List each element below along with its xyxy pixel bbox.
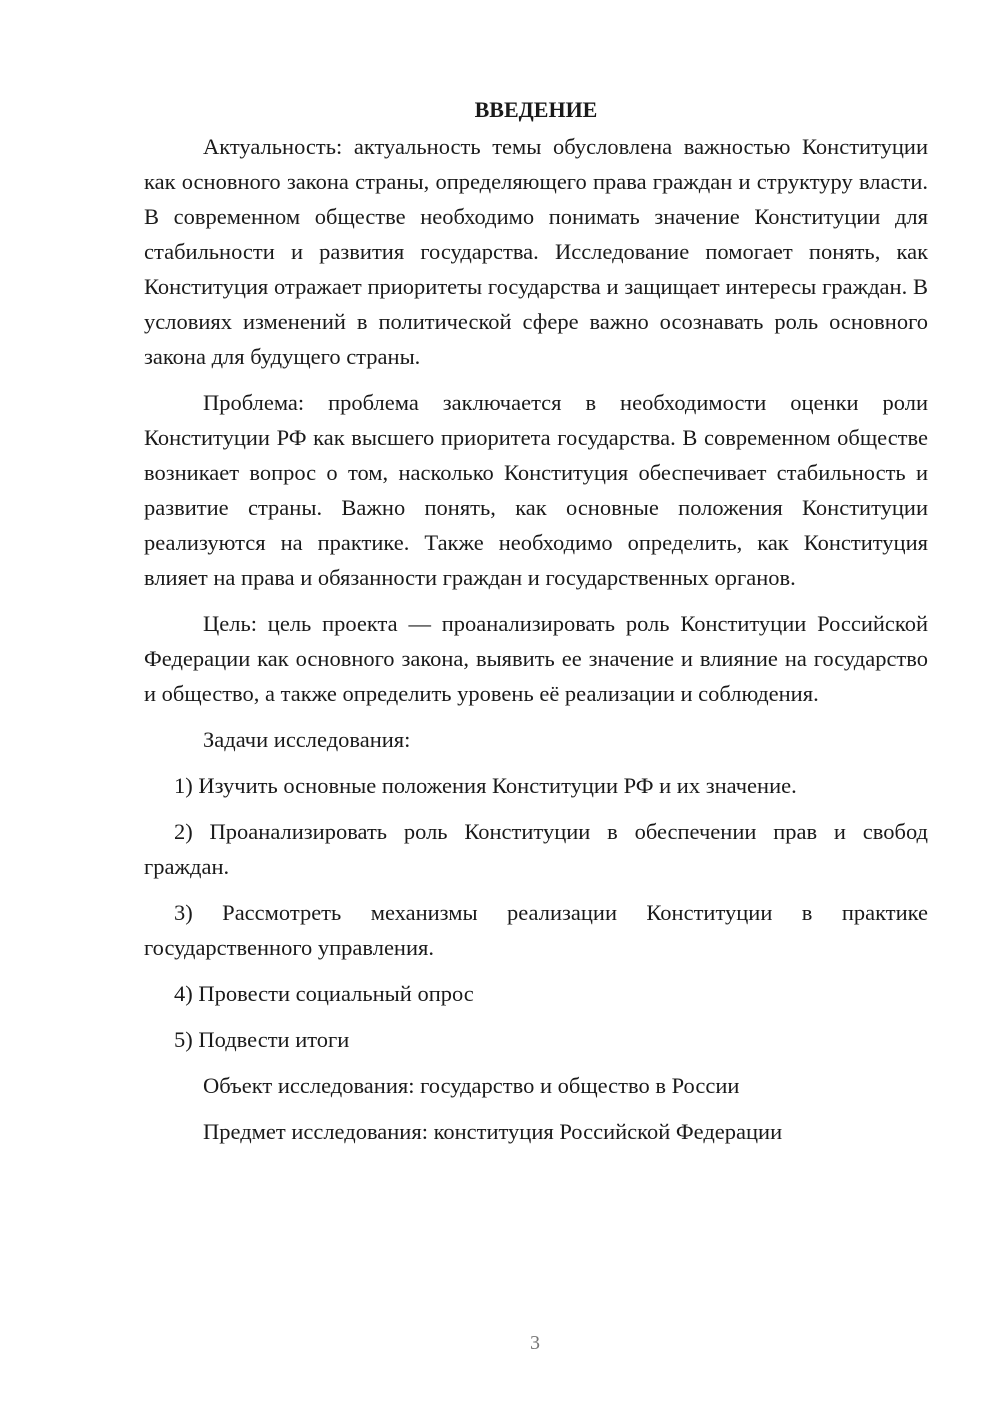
task-item: 1) Изучить основные положения Конституции РФ и их значение.	[174, 773, 797, 798]
task-item: 2) Проанализировать роль Конституции в обеспечении прав и свобод граждан.	[144, 819, 928, 879]
task-item: 3) Рассмотреть механизмы реализации Конституции в практике государственного управления.	[144, 900, 928, 960]
page-content	[144, 92, 928, 1160]
tasks-heading: Задачи исследования:	[203, 727, 411, 752]
task-item: 5) Подвести итоги	[174, 1027, 350, 1052]
page-number: 3	[530, 1332, 540, 1354]
relevance-paragraph: Актуальность: актуальность темы обусловлена важностью Конституции как основного закона страны, определяющего права граждан и структуру власти. В современном обществе необходимо понимать значение Конституции для стабильности и развития государства. Исследование помогает понять, как Конституция отражает приоритеты государства и защищает интересы граждан. В условиях изменений в политической сфере важно осознавать роль основного закона для будущего страны.	[144, 134, 928, 369]
research-subject: Предмет исследования: конституция Российской Федерации	[203, 1119, 783, 1144]
goal-paragraph: Цель: цель проекта — проанализировать роль Конституции Российской Федерации как основного закона, выявить ее значение и влияние на государство и общество, а также определить уровень её реализации и соблюдения.	[144, 611, 928, 706]
task-item: 4) Провести социальный опрос	[174, 981, 474, 1006]
problem-paragraph: Проблема: проблема заключается в необходимости оценки роли Конституции РФ как высшего приоритета государства. В современном обществе возникает вопрос о том, насколько Конституция обеспечивает стабильность и развитие страны. Важно понять, как основные положения Конституции реализуются на практике. Также необходимо определить, как Конституция влияет на права и обязанности граждан и государственных органов.	[144, 390, 928, 590]
research-object: Объект исследования: государство и общество в России	[203, 1073, 740, 1098]
page-title: ВВЕДЕНИЕ	[474, 97, 598, 122]
